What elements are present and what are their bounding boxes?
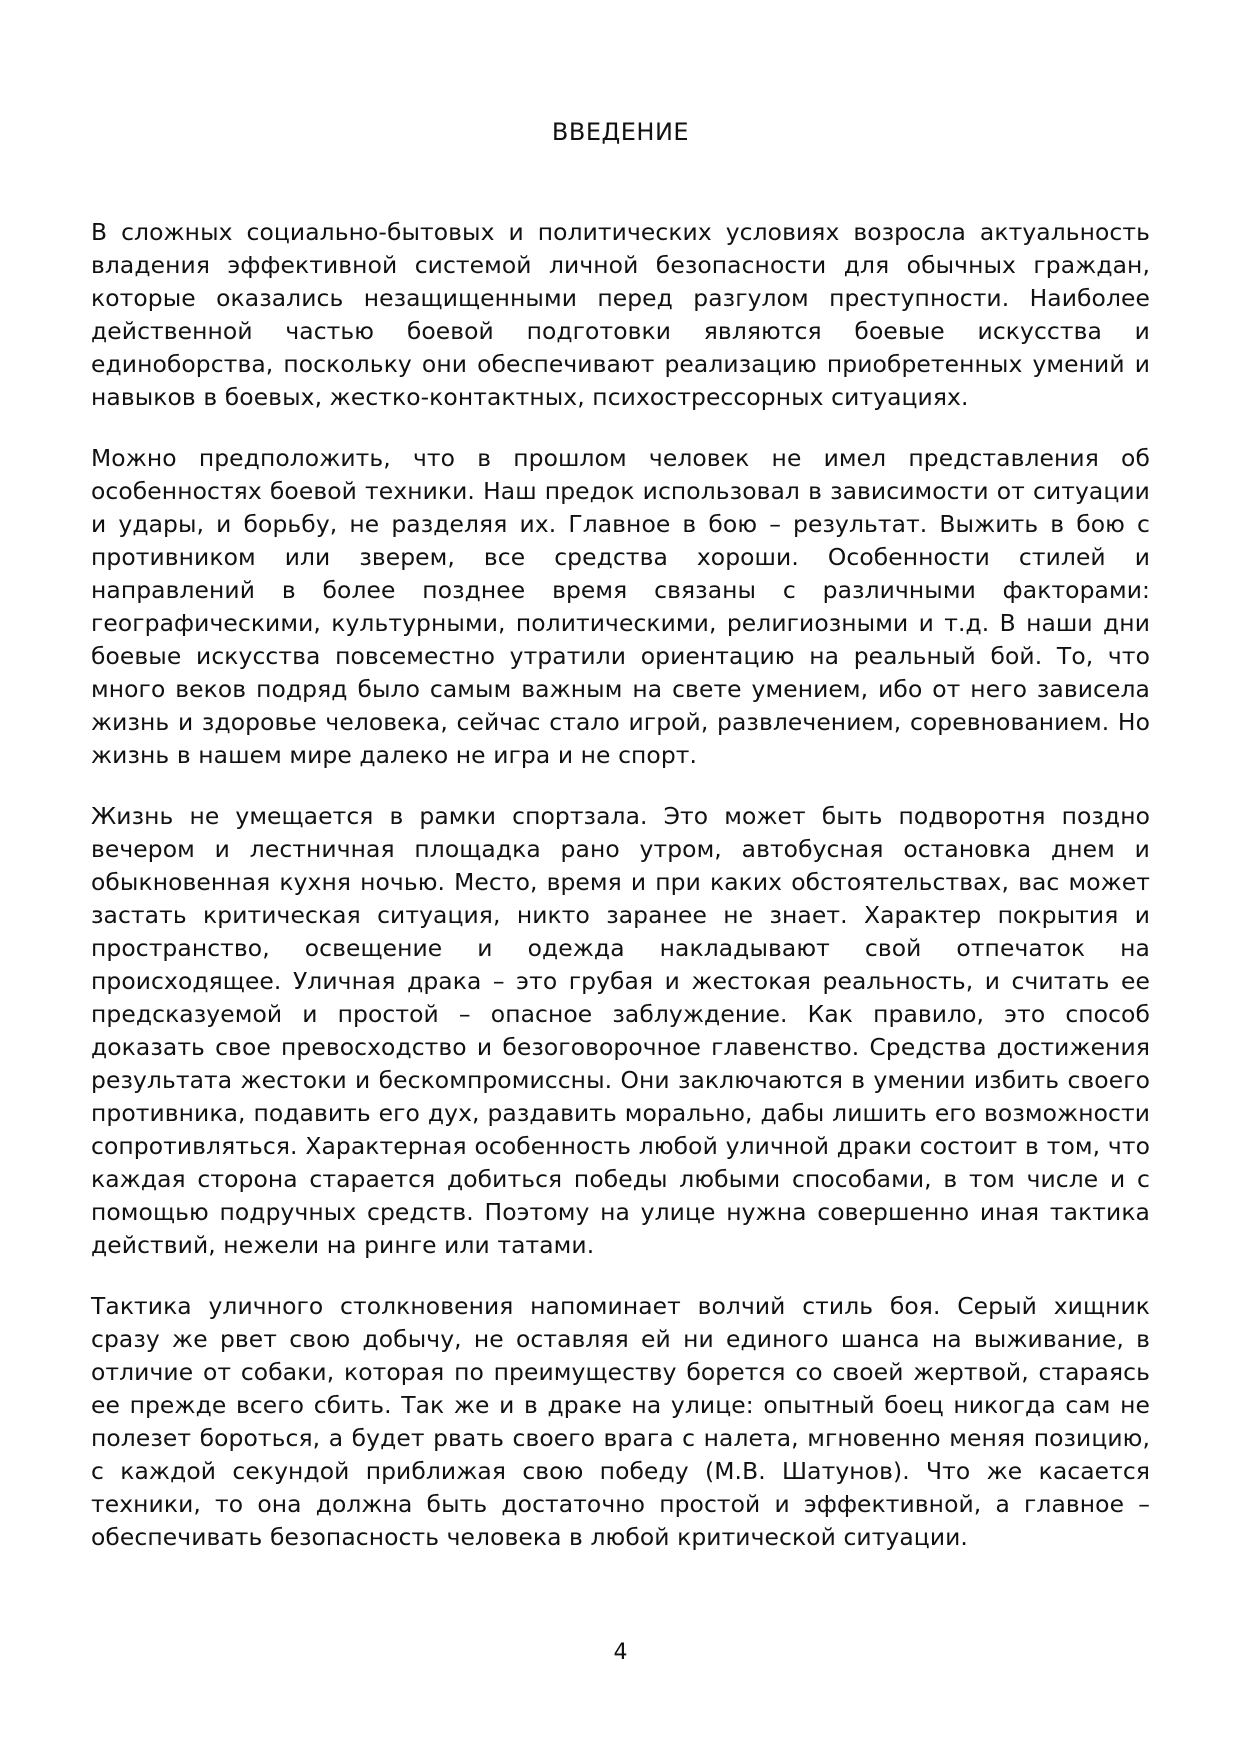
body-text [91,216,1150,1582]
paragraph-1: В сложных социально-бытовых и политических условиях возросла актуальность владения эффективной системой личной безопасности для обычных граждан, которые оказались незащищенными перед разгулом преступности. Наиболее действенной частью боевой подготовки являются боевые искусства и единоборства, поскольку они обеспечивают реализацию приобретенных умений и навыков в боевых, жестко-контактных, психострессорных ситуациях. [91,218,1150,411]
paragraph-2: Можно предположить, что в прошлом человек не имел представления об особенностях боевой техники. Наш предок использовал в зависимости от ситуации и удары, и борьбу, не разделяя их. Главное в бою – результат. Выжить в бою с противником или зверем, все средства хороши. Особенности стилей и направлений в более позднее время связаны с различными факторами: географическими, культурными, политическими, религиозными и т.д. В наши дни боевые искусства повсеместно утратили ориентацию на реальный бой. То, что много веков подряд было самым важным на свете умением, ибо от него зависела жизнь и здоровье человека, сейчас стало игрой, развлечением, соревнованием. Но жизнь в нашем мире далеко не игра и не спорт. [91,444,1150,769]
page-number: 4 [613,1640,628,1665]
page-title: ВВЕДЕНИЕ [551,118,690,146]
paragraph-3: Жизнь не умещается в рамки спортзала. Это может быть подворотня поздно вечером и лестничная площадка рано утром, автобусная остановка днем и обыкновенная кухня ночью. Место, время и при каких обстоятельствах, вас может застать критическая ситуация, никто заранее не знает. Характер покрытия и пространство, освещение и одежда накладывают свой отпечаток на происходящее. Уличная драка – это грубая и жестокая реальность, и считать ее предсказуемой и простой – опасное заблуждение. Как правило, это способ доказать свое превосходство и безоговорочное главенство. Средства достижения результата жестоки и бескомпромиссны. Они заключаются в умении избить своего противника, подавить его дух, раздавить морально, дабы лишить его возможности сопротивляться. Характерная особенность любой уличной драки состоит в том, что каждая сторона старается добиться победы любыми способами, в том числе и с помощью подручных средств. Поэтому на улице нужна совершенно иная тактика действий, нежели на ринге или татами. [91,802,1150,1259]
paragraph-4: Тактика уличного столкновения напоминает волчий стиль боя. Серый хищник сразу же рвет свою добычу, не оставляя ей ни единого шанса на выживание, в отличие от собаки, которая по преимуществу борется со своей жертвой, стараясь ее прежде всего сбить. Так же и в драке на улице: опытный боец никогда сам не полезет бороться, а будет рвать своего врага с налета, мгновенно меняя позицию, с каждой секундой приближая свою победу (М.В. Шатунов). Что же касается техники, то она должна быть достаточно простой и эффективной, а главное – обеспечивать безопасность человека в любой критической ситуации. [91,1292,1150,1551]
